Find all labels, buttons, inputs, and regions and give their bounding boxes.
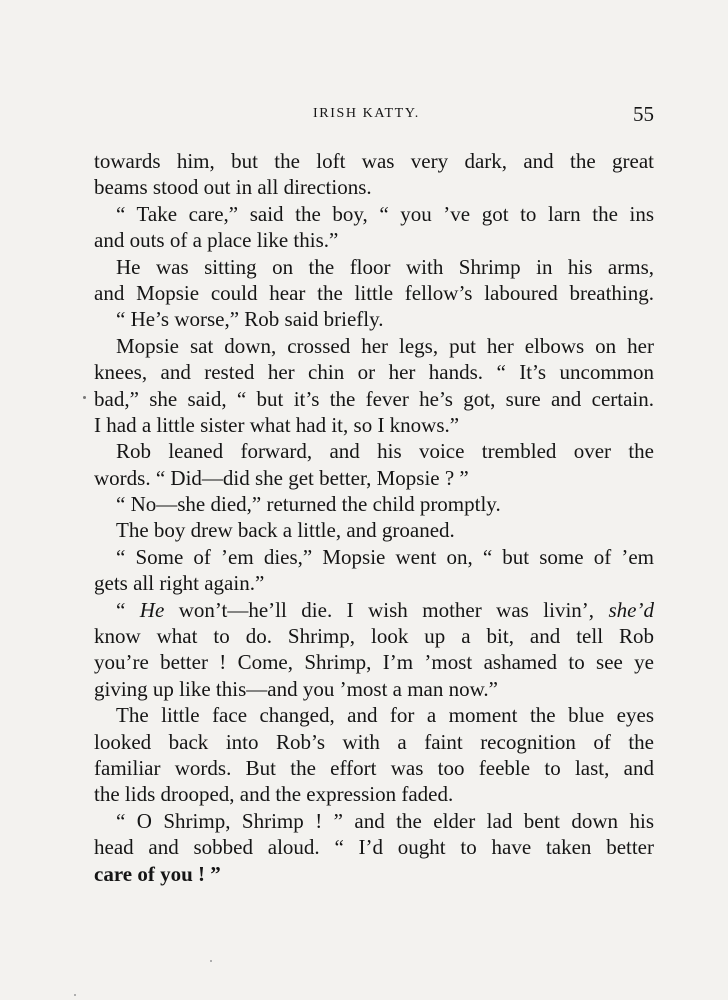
open-quote: “ [116,597,140,622]
text-line: giving up like this—and you ’most a man now.” [94,676,499,701]
italic-word-shed: she’d [608,597,654,622]
text-line: Mopsie sat down, crossed her legs, put her elbows on her [116,333,654,358]
body-text [94,148,654,887]
text-line: “ O Shrimp, Shrimp ! ” and the elder lad bent down his [116,808,654,833]
italic-word-he: He [139,597,165,622]
text-line: bad,” she said, “ but it’s the fever he’s got, sure and certain. [94,386,654,411]
text-line: “ No—she died,” returned the child promptly. [116,492,501,517]
text-line: “ Take care,” said the boy, “ you ’ve got to larn the ins [116,201,654,226]
text-line: and outs of a place like this.” [94,228,339,253]
page-number: 55 [633,102,654,126]
line-middle: won’t—he’ll die. I wish mother was livin’, [164,597,609,622]
text-line: words. “ Did—did she get better, Mopsie ? ” [94,465,469,490]
text-line: He was sitting on the floor with Shrimp in his arms, [116,254,654,279]
text-line: care of you ! ” [94,861,221,886]
text-line: I had a little sister what had it, so I knows.” [94,412,460,437]
text-line: beams stood out in all directions. [94,175,372,200]
text-line: know what to do. Shrimp, look up a bit, and tell Rob [94,624,654,649]
text-line: “ Some of ’em dies,” Mopsie went on, “ but some of ’em [116,544,654,569]
paper-speck [74,994,76,996]
paper-speck [210,960,212,962]
running-title: IRISH KATTY. [313,106,420,121]
text-line: you’re better ! Come, Shrimp, I’m ’most ashamed to see ye [94,650,654,675]
text-line-with-italics [94,597,654,623]
text-line: and Mopsie could hear the little fellow’s laboured breathing. [94,280,654,305]
text-line: The boy drew back a little, and groaned. [116,518,455,543]
text-line: familiar words. But the effort was too feeble to last, and [94,755,654,780]
text-line: gets all right again.” [94,571,265,596]
text-line: towards him, but the loft was very dark, and the great [94,149,654,173]
text-line: “ He’s worse,” Rob said briefly. [116,307,384,332]
text-line: looked back into Rob’s with a faint recognition of the [94,729,654,754]
running-head [0,102,728,130]
text-line: knees, and rested her chin or her hands. “ It’s uncommon [94,360,654,385]
margin-mark [83,396,86,399]
text-line: head and sobbed aloud. “ I’d ought to have taken better [94,835,654,860]
text-line: Rob leaned forward, and his voice trembled over the [116,439,654,464]
text-line: The little face changed, and for a moment the blue eyes [116,703,654,728]
text-line: the lids drooped, and the expression faded. [94,782,454,807]
